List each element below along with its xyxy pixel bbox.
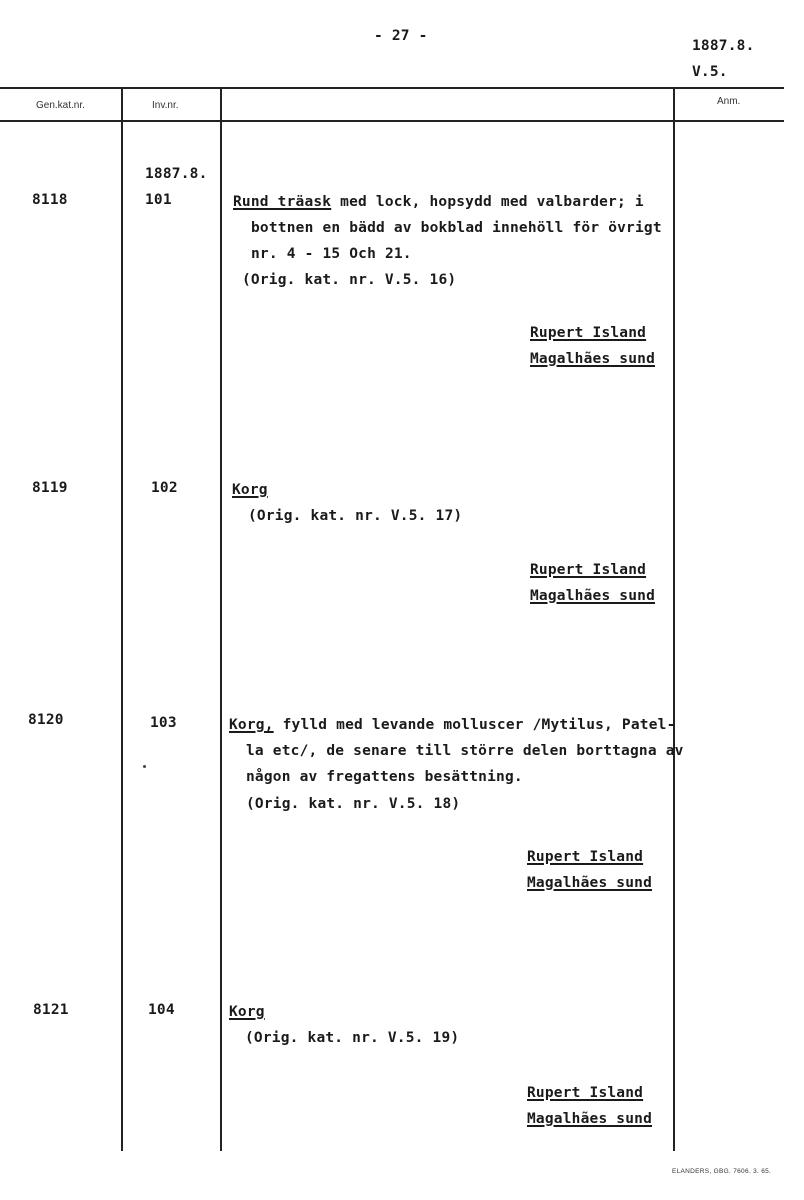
entry-title-line xyxy=(229,717,676,733)
orig-kat-nr: (Orig. kat. nr. V.5. 19) xyxy=(245,1030,460,1046)
entry-title: Korg xyxy=(232,482,268,498)
inv-nr: 102 xyxy=(151,480,178,496)
gen-kat-nr: 8118 xyxy=(32,192,68,208)
entry-desc-line: bottnen en bädd av bokblad innehöll för övrigt xyxy=(251,220,662,236)
header-date: 1887.8. xyxy=(692,38,755,54)
col-header-inv-nr: Inv.nr. xyxy=(152,100,179,111)
column-divider-1 xyxy=(121,87,123,1151)
header-code: V.5. xyxy=(692,64,728,80)
entry-title: Rund träask xyxy=(233,194,332,210)
series-label: 1887.8. xyxy=(145,166,208,182)
inv-nr: 104 xyxy=(148,1002,175,1018)
column-divider-2 xyxy=(220,87,222,1151)
location-strait: Magalhães sund xyxy=(527,875,653,891)
entry-title-rest: med lock, hopsydd med valbarder; i xyxy=(331,194,644,210)
location-strait: Magalhães sund xyxy=(530,351,656,367)
entry-title: Korg xyxy=(229,1004,265,1020)
header-top-rule xyxy=(0,87,784,89)
entry-title-line xyxy=(229,1004,265,1020)
inv-nr: 103 xyxy=(150,715,177,731)
entry-title-line xyxy=(232,482,268,498)
orig-kat-nr: (Orig. kat. nr. V.5. 17) xyxy=(248,508,463,524)
gen-kat-nr: 8119 xyxy=(32,480,68,496)
location-island: Rupert Island xyxy=(527,849,644,865)
gen-kat-nr: 8120 xyxy=(28,712,64,728)
location-strait: Magalhães sund xyxy=(530,588,656,604)
inv-nr: 101 xyxy=(145,192,172,208)
ink-mark xyxy=(143,765,146,768)
location-island: Rupert Island xyxy=(530,325,647,341)
page-number: - 27 - xyxy=(374,28,428,44)
col-header-gen-kat-nr: Gen.kat.nr. xyxy=(36,100,85,111)
location-island: Rupert Island xyxy=(530,562,647,578)
header-bottom-rule xyxy=(0,120,784,122)
location-strait: Magalhães sund xyxy=(527,1111,653,1127)
location-island: Rupert Island xyxy=(527,1085,644,1101)
entry-desc-line: någon av fregattens besättning. xyxy=(246,769,523,785)
entry-title: Korg, xyxy=(229,717,274,733)
entry-title-rest: fylld med levande molluscer /Mytilus, Patel- xyxy=(273,717,676,733)
col-header-anm: Anm. xyxy=(717,96,741,107)
orig-kat-nr: (Orig. kat. nr. V.5. 18) xyxy=(246,796,461,812)
entry-desc-line: la etc/, de senare till större delen borttagna av xyxy=(246,743,684,759)
printer-imprint: ELANDERS, GBG. 7606. 3. 65. xyxy=(672,1168,772,1175)
column-divider-3 xyxy=(673,87,675,1151)
gen-kat-nr: 8121 xyxy=(33,1002,69,1018)
entry-title-line xyxy=(233,194,644,210)
orig-kat-nr: (Orig. kat. nr. V.5. 16) xyxy=(242,272,457,288)
entry-desc-line: nr. 4 - 15 Och 21. xyxy=(251,246,412,262)
